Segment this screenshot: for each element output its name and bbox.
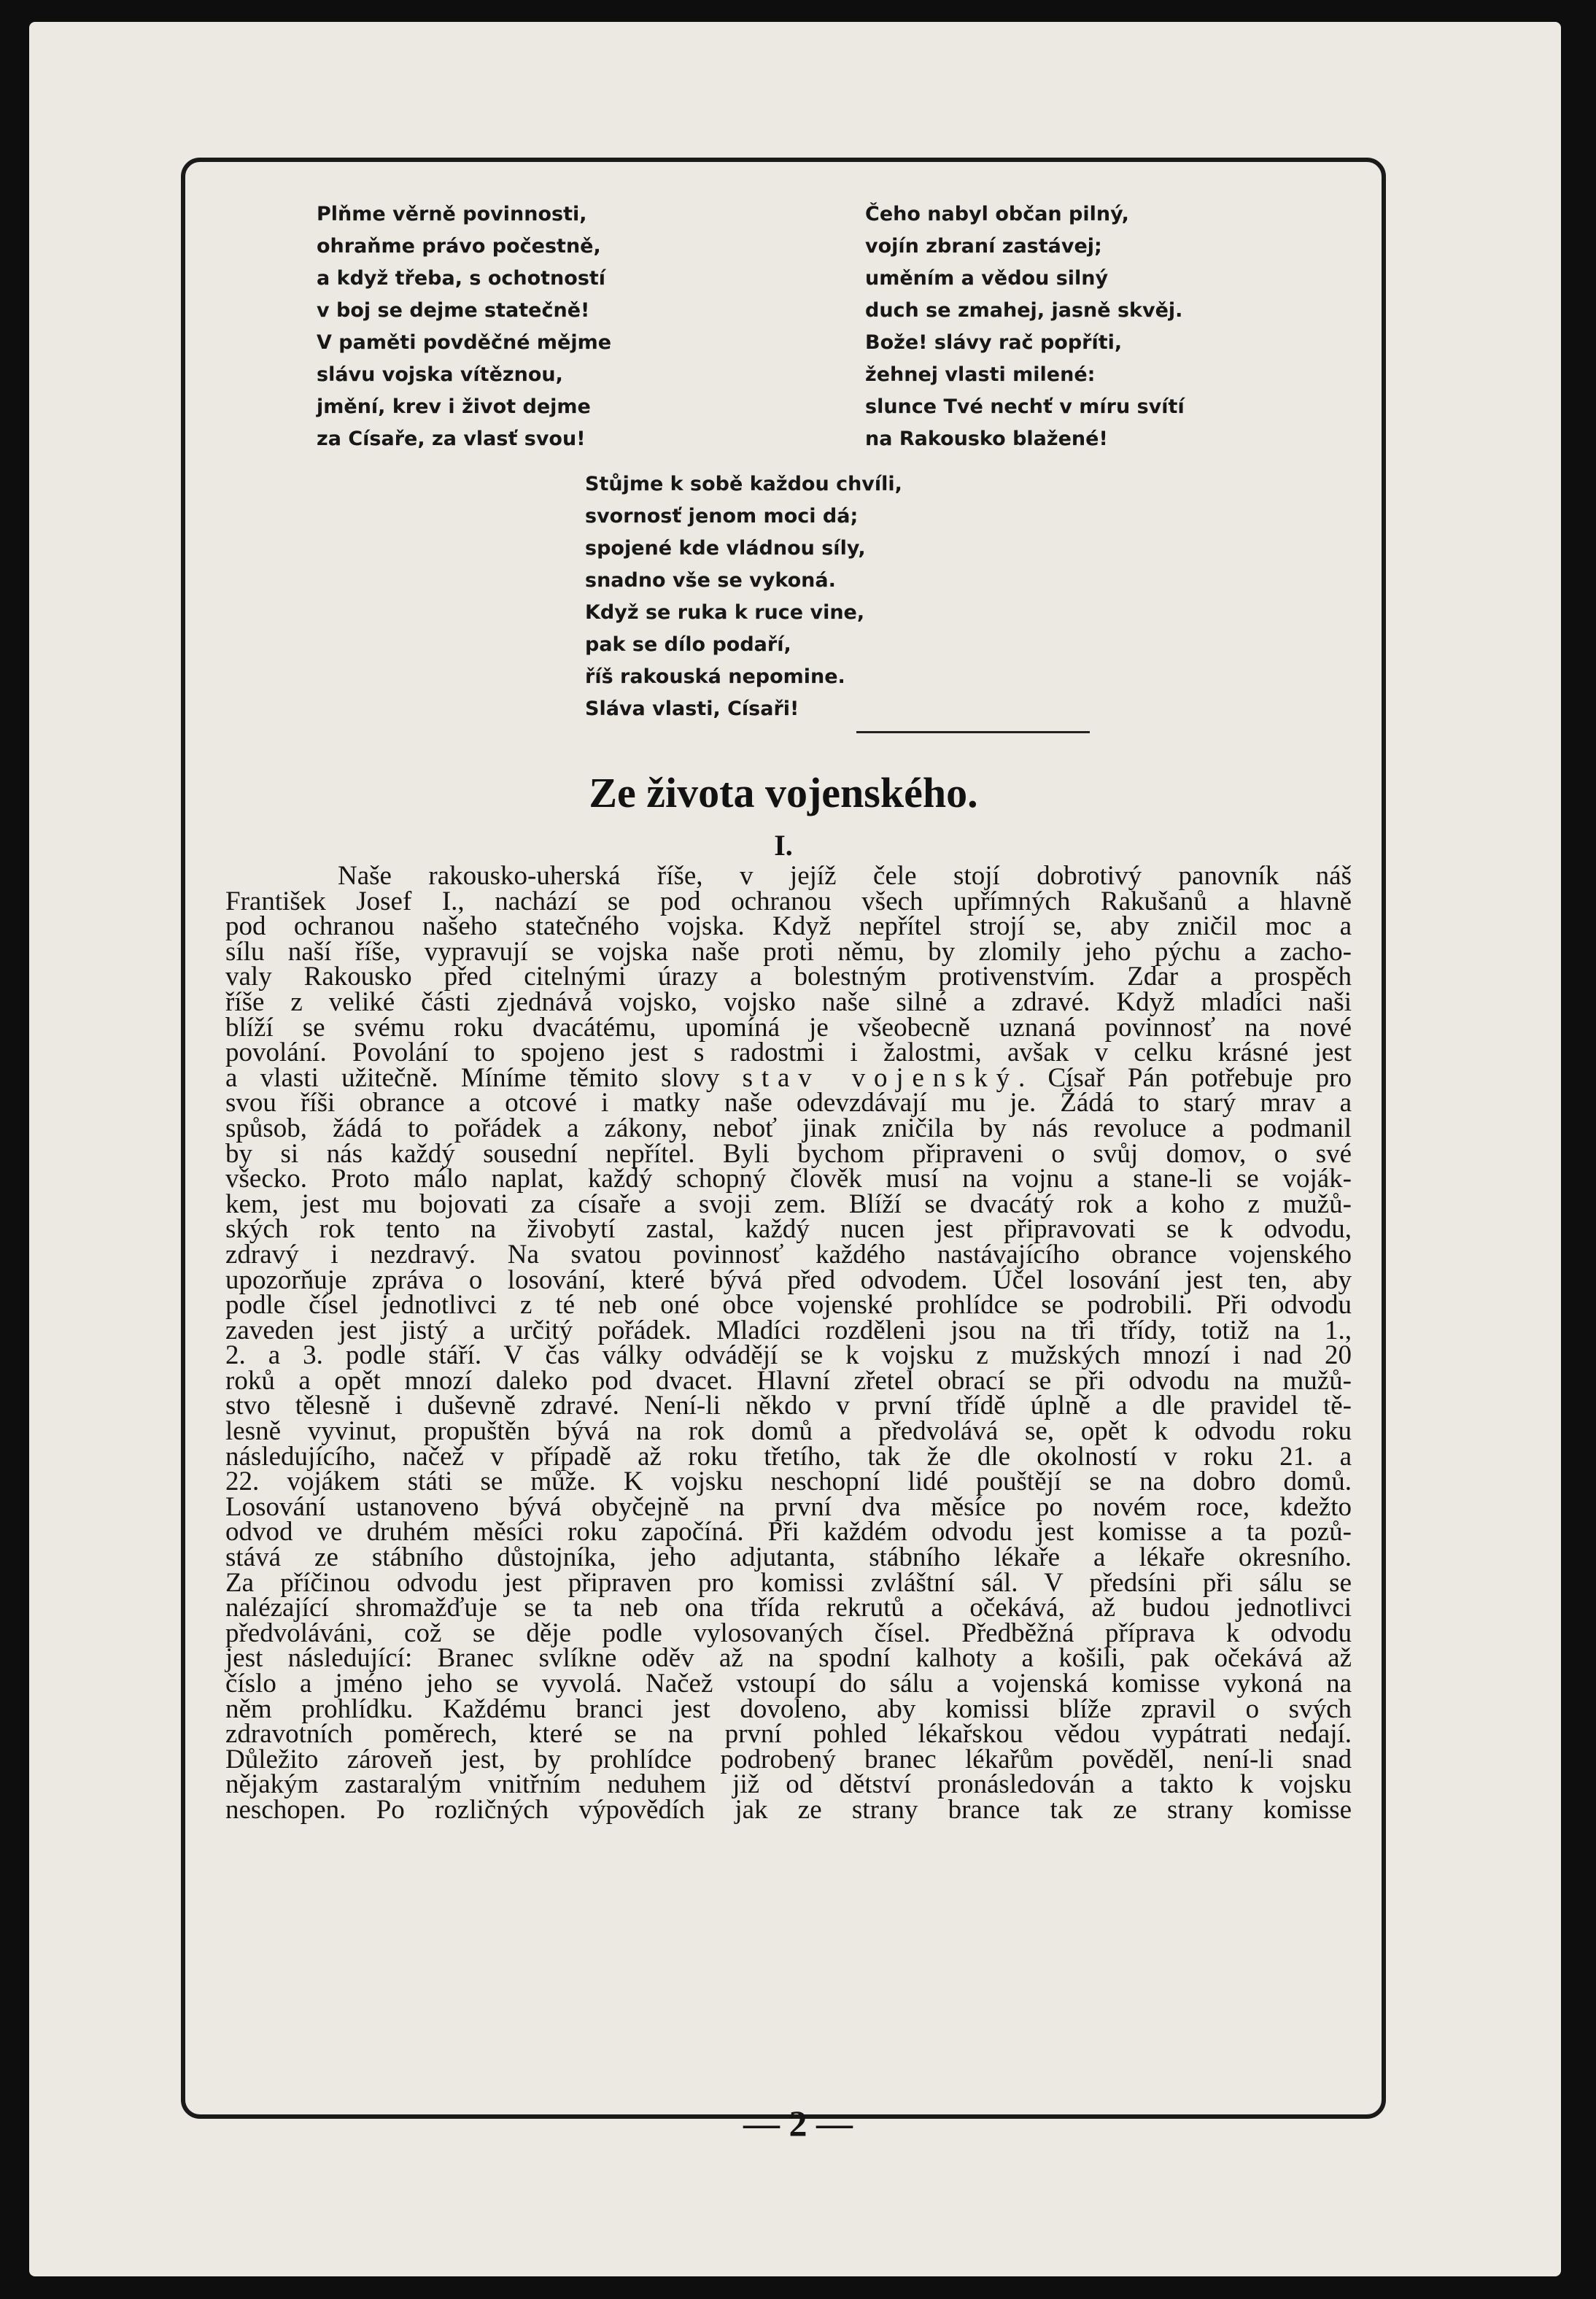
article-line: 2. a 3. podle stáří. V čas války odvádějí se k vojsku z mužských mnozí i nad 20: [225, 1340, 1352, 1371]
article-line: zaveden jest jistý a určitý pořádek. Mladíci rozděleni jsou na tři třídy, totiž na 1.,: [225, 1315, 1352, 1345]
poem-verse-line: Sláva vlasti, Císaři!: [585, 698, 799, 720]
poem-verse-line: žehnej vlasti milené:: [865, 363, 1096, 386]
article-line: něm prohlídku. Každému branci jest dovoleno, aby komissi blíže zpravil o svých: [225, 1693, 1352, 1724]
poem-verse-line: říš rakouská nepomine.: [585, 665, 845, 688]
article-line: nějakým zastaralým vnitřním neduhem již od dětství pronásledován a takto k vojsku: [225, 1769, 1352, 1800]
poem-verse-line: Když se ruka k ruce vine,: [585, 601, 865, 624]
poem-verse-line: snadno vše se vykoná.: [585, 569, 836, 592]
article-title: Ze života vojenského.: [589, 769, 978, 816]
poem-verse-line: Plňme věrně povinnosti,: [317, 203, 587, 225]
poem-verse-line: svornosť jenom moci dá;: [585, 505, 859, 528]
article-line: valy Rakousko před citelnými úrazy a bolestným protivenstvím. Zdar a prospěch: [225, 962, 1352, 992]
article-line: stvo tělesně i duševně zdravé. Není-li někdo v první třídě úplně a dle pravidel tě-: [225, 1391, 1352, 1421]
article-line: následujícího, načež v případě až roku třetího, tak že dle okolností v roku 21. a: [225, 1441, 1352, 1472]
article-line: sílu naší říše, vypravují se vojska naše proti němu, by zlomily jeho pýchu a zacho-: [225, 936, 1352, 967]
poem-verse-line: pak se dílo podaří,: [585, 633, 791, 656]
article-line: Za příčinou odvodu jest připraven pro komissi zvláštní sál. V předsíni při sálu se: [225, 1567, 1352, 1598]
article-line: povolání. Povolání to spojeno jest s radostmi i žalostmi, avšak v celku krásné jest: [225, 1038, 1352, 1068]
article-line: Losování ustanoveno bývá obyčejně na první dva měsíce po novém roce, kdežto: [225, 1491, 1352, 1522]
article-line: stává ze stábního důstojníka, jeho adjutanta, stábního lékaře a lékaře okresního.: [225, 1542, 1352, 1573]
article-line: Důležito zároveň jest, by prohlídce podrobený branec lékařům pověděl, není-li snad: [225, 1744, 1352, 1774]
poem-verse-line: slunce Tvé nechť v míru svítí: [865, 395, 1185, 418]
poem-verse-line: duch se zmahej, jasně skvěj.: [865, 299, 1183, 322]
poem-verse-line: v boj se dejme statečně!: [317, 299, 590, 322]
article-line: odvod ve druhém měsíci roku započíná. Při každém odvodu jest komisse a ta pozů-: [225, 1517, 1352, 1548]
article-line: číslo a jméno jeho se vyvolá. Načež vstoupí do sálu a vojenská komisse vykoná na: [225, 1669, 1352, 1699]
article-line: neschopen. Po rozličných výpovědích jak ze strany brance tak ze strany komisse: [225, 1794, 1352, 1825]
article-line: ských rok tento na živobytí zastal, každý nucen jest připravovati se k odvodu,: [225, 1214, 1352, 1245]
page-frame: [181, 158, 1386, 2119]
article-line: a vlasti užitečně. Míníme těmito slovy stav vojenský. Císař Pán potřebuje pro: [225, 1062, 1352, 1093]
article-line: roků a opět mnozí daleko pod dvacet. Hlavní zřetel obrací se při odvodu na mužů-: [225, 1365, 1352, 1396]
article-line: nalézající shromažďuje se ta neb ona třída rekrutů a očekává, až budou jednotlivci: [225, 1593, 1352, 1623]
article-line: podle čísel jednotlivci z té neb oné obce vojenské prohlídce se podrobili. Při odvodu: [225, 1290, 1352, 1321]
poem-verse-line: vojín zbraní zastávej;: [865, 235, 1102, 258]
article-line: upozorňuje zpráva o losování, které bývá před odvodem. Účel losování jest ten, aby: [225, 1264, 1352, 1295]
article-line: kem, jest mu bojovati za císaře a svoji zem. Blíží se dvacátý rok a koho z mužů-: [225, 1189, 1352, 1219]
article-line: 22. vojákem státi se může. K vojsku neschopní lidé pouštějí se na dobro domů.: [225, 1467, 1352, 1497]
poem-verse-line: spojené kde vládnou síly,: [585, 537, 866, 560]
article-line: lesně vyvinut, propuštěn bývá na rok domů a předvolává se, opět k odvodu roku: [225, 1416, 1352, 1447]
article-line: zdravý i nezdravý. Na svatou povinnosť každého nastávajícího obrance vojenského: [225, 1239, 1352, 1270]
article-line: spůsob, žádá to pořádek a zákony, neboť jinak zničila by nás revoluce a podmanil: [225, 1113, 1352, 1143]
poem-verse-line: Čeho nabyl občan pilný,: [865, 203, 1129, 225]
section-numeral: I.: [774, 829, 793, 862]
article-line: Naše rakousko-uherská říše, v jejíž čele stojí dobrotivý panovník náš: [338, 861, 1352, 891]
poem-verse-line: ohraňme právo počestně,: [317, 235, 601, 258]
article-body: [225, 861, 1352, 1825]
poem-verse-line: a když třeba, s ochotností: [317, 267, 606, 290]
article-line: František Josef I., nachází se pod ochranou všech upřímných Rakušanů a hlavně: [225, 886, 1352, 916]
poem-verse-line: Bože! slávy rač popříti,: [865, 331, 1123, 354]
article-line: svou říši obrance a otcové i matky naše odevzdávají mu je. Žádá to starý mrav a: [225, 1088, 1352, 1118]
poem-verse-line: jmění, krev i život dejme: [317, 395, 591, 418]
poem-verse-line: za Císaře, za vlasť svou!: [317, 428, 586, 450]
poem-right-column: [865, 198, 1185, 455]
poem-verse-line: uměním a vědou silný: [865, 267, 1109, 290]
poem-verse-line: slávu vojska vítěznou,: [317, 363, 563, 386]
article-line: zdravotních poměrech, které se na první pohled lékařskou vědou vypátrati nedají.: [225, 1719, 1352, 1750]
article-line: všecko. Proto málo naplat, každý schopný člověk musí na vojnu a stane-li se voják-: [225, 1164, 1352, 1194]
poem-left-column: [317, 198, 611, 455]
article-line: blíží se svému roku dvacátému, upomíná je všeobecně uznaná povinnosť na nové: [225, 1012, 1352, 1043]
poem-verse-line: Stůjme k sobě každou chvíli,: [585, 473, 902, 495]
article-line: by si nás každý sousední nepřítel. Byli bychom připraveni o svůj domov, o své: [225, 1138, 1352, 1169]
article-line: říše z veliké části zjednává vojsko, vojsko naše silné a zdravé. Když mladíci naši: [225, 986, 1352, 1017]
article-line: jest následující: Branec svlíkne oděv až na spodní kalhoty a košili, pak očekává až: [225, 1643, 1352, 1674]
poem-center-stanza: [585, 468, 902, 725]
poem-verse-line: V paměti povděčné mějme: [317, 331, 612, 354]
poem-verse-line: na Rakousko blažené!: [865, 428, 1108, 450]
article-line: pod ochranou našeho statečného vojska. Když nepřítel strojí se, aby zničil moc a: [225, 911, 1352, 942]
divider-rule: [856, 731, 1090, 733]
article-line: předvoláváni, což se děje podle vylosovaných čísel. Předběžná příprava k odvodu: [225, 1618, 1352, 1648]
page-number: — 2 —: [743, 2103, 853, 2144]
